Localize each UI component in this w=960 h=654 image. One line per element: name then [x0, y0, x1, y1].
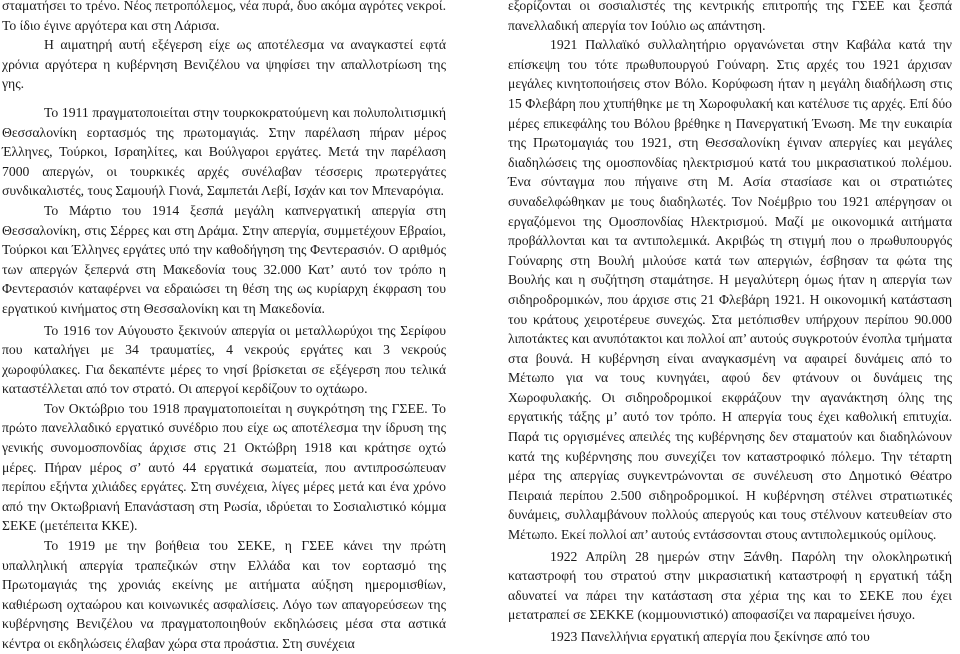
paragraph: Το 1911 πραγματοποιείται στην τουρκοκρατούμενη και πολυπολιτισμική Θεσσαλονίκη εορτασμός της πρωτομαγιάς. Στην παρέλαση πήραν μέρος Έλληνες, Τούρκοι, Ισραηλίτες, και Βούλγαροι εργάτες. Μετά την παρέλαση 7000 απεργών, οι τουρκικές αρχές συνέλαβαν τέσσερις πρωτεργάτες συνδικαλιστές, τους Σαμουήλ Γιονά, Σαμπετάι Λεβί, Ισχάν και τον Μπεναρόγια. — [2, 104, 446, 199]
paragraph: Το 1916 τον Αύγουστο ξεκινούν απεργία οι μεταλλωρύχοι της Σερίφου που καταλήγει με 34 τραυματίες, 4 νεκρούς εργάτες και 3 νεκρούς χωροφύλακες. Για δεκαπέντε μέρες το νησί βρίσκεται σε εξέγερση που τελικά καταστέλλεται από τον στρατό. Οι απεργοί κερδίζουν το οχτάωρο. — [2, 322, 446, 397]
right-text-column — [508, 0, 952, 647]
paragraph: εξορίζονται οι σοσιαλιστές της κεντρικής επιτροπής της ΓΣΕΕ και ξεσπά πανελλαδική απεργία τον Ιούλιο ως απάντηση. — [508, 0, 952, 33]
paragraph: 1921 Παλλαϊκό συλλαλητήριο οργανώνεται στην Καβάλα κατά την επίσκεψη του τότε πρωθυπουργού Γούναρη. Στις αρχές του 1921 άρχισαν μεγάλες κινητοποιήσεις στον Βόλο. Κορύφωση ήταν η μεγάλη διαδήλωση στις 15 Φλεβάρη που χτυπήθηκε με τη Χωροφυλακή και κατέλυσε τις αρχές. Επί δύο μέρες επικεφάλης του Βόλου βρέθηκε η Πανεργατική Ένωση. Με την ευκαιρία της Πρωτομαγιάς του 1921, στη Θεσσαλονίκη έγιναν απεργίες και μεγάλες διαδηλώσεις της ομοσπονδίας ηλεκτρισμού κατά του μικρασιατικού πολέμου. Ένα σύνταγμα που πήγαινε στη Μ. Ασία στασίασε και οι στρατιώτες συναδελφώθηκαν με τους διαδηλωτές. Τον Νοέμβριο του 1921 απέργησαν οι εργαζόμενοι της Ομοσπονδίας Ηλεκτρισμού. Μαζί με οικονομικά αιτήματα προβάλλονται και τα αντιπολεμικά. Ακριβώς τη στιγμή που ο πρωθυπουργός Γούναρης στη Βουλή μιλούσε κατά των απεργιών, έσβησαν τα φώτα της Βουλής και η συζήτηση σταμάτησε. Η μεγαλύτερη όμως ήταν η απεργία των σιδηροδρομικών, που άρχισε στις 21 Φλεβάρη 1921. Η οικονομική κατάσταση του κράτους χειροτέρευε συνεχώς. Στα μετόπισθεν υπήρχουν περίπου 90.000 λιποτάκτες και ανυπότακτοι και πολλοί απ’ αυτούς συγκροτούν ένοπλα τμήματα στα βουνά. Η κυβέρνηση είναι αναγκασμένη να αφαιρεί δυνάμεις από το Μέτωπο για να τους κυνηγάει, αφού δεν φτάνουν οι δυνάμεις της Χωροφυλακής. Οι σιδηροδρομικοί εκφράζουν την αγανάκτηση όλης της εργατικής τάξης μ’ αυτό τον τρόπο. Η απεργία τους έχει καθολική επιτυχία. Παρά τις οργισμένες απειλές της κυβέρνησης δεν σταματούν και διαδηλώνουν κατά της κυβέρνησης που συνεχίζει τον καταστροφικό πόλεμο. Την τέταρτη μέρα της απεργίας συγκεντρώνονται σε συνέλευση στο Δημοτικό Θέατρο Πειραιά περίπου 2.500 σιδηροδρομικοί. Η κυβέρνηση στέλνει στρατιωτικές δυνάμεις, συλλαμβάνουν πολλούς απεργούς και τους στέλνουν κατευθείαν στο Μέτωπο. Εκεί πολλοί απ’ αυτούς εντάσσονται στους αντιπολεμικούς ομίλους. — [508, 37, 952, 543]
paragraph: σταματήσει το τρένο. Νέος πετροπόλεμος, νέα πυρά, δυο ακόμα αγρότες νεκροί. Το ίδιο έγινε αργότερα και στη Λάρισα. — [2, 0, 446, 33]
paragraph: Τον Οκτώβριο του 1918 πραγματοποιείται η συγκρότηση της ΓΣΕΕ. Το πρώτο πανελλαδικό εργατικό συνέδριο που είχε ως αποτέλεσμα την ίδρυση της γενικής συνομοσπονδίας άρχισε στις 21 Οκτώβρη 1918 και κράτησε οχτώ μέρες. Πήραν μέρος σ’ αυτό 44 εργατικά σωματεία, που αντιπροσώπευαν περίπου εξήντα χιλιάδες εργάτες. Στη συνέχεια, λίγες μέρες μετά και ένα χρόνο από την Οκτωβριανή Επανάσταση στη Ρωσία, ιδρύεται το Σοσιαλιστικό κόμμα ΣΕΚΕ (μετέπειτα ΚΚΕ). — [2, 400, 446, 534]
paragraph: Η αιματηρή αυτή εξέγερση είχε ως αποτέλεσμα να αναγκαστεί εφτά χρόνια αργότερα η κυβέρνηση Βενιζέλου να ψηφίσει την απαλλοτρίωση της γης. — [2, 37, 446, 92]
paragraph: Το 1919 με την βοήθεια του ΣΕΚΕ, η ΓΣΕΕ κάνει την πρώτη υπαλληλική απεργία τραπεζικών στην Ελλάδα και τον εορτασμό της Πρωτομαγιάς της χρονιάς εκείνης με αιτήματα αύξηση ημερομισθίων, καθιέρωση οχταώρου και κοινωνικές ασφαλίσεις. Λόγο των απαγορεύσεων της κυβέρνησης Βενιζέλου να πραγματοποιηθούν εκδηλώσεις μέσα στα αστικά κέντρα οι εκδηλώσεις έλαβαν χώρα στα προάστια. Στη συνέχεια — [2, 538, 446, 651]
left-text-column — [2, 0, 446, 654]
paragraph: 1923 Πανελλήνια εργατική απεργία που ξεκίνησε από του — [550, 629, 870, 644]
paragraph: Το Μάρτιο του 1914 ξεσπά μεγάλη καπνεργατική απεργία στη Θεσσαλονίκη, στις Σέρρες και στη Δράμα. Στην απεργία, συμμετέχουν Εβραίοι, Τούρκοι και Έλληνες εργάτες υπό την καθοδήγηση της Φεντερασιόν. Ο αριθμός των απεργών ξεπερνά στη Μακεδονία τους 32.000 Κατ’ αυτό τον τρόπο η Φεντερασιόν καταφέρνει να εδραιώσει τη θέση της ως κυρίαρχη έκφραση του εργατικού κινήματος στη Θεσσαλονίκη και τη Μακεδονία. — [2, 202, 446, 316]
paragraph: 1922 Απρίλη 28 ημερών στην Ξάνθη. Παρόλη την ολοκληρωτική καταστροφή του στρατού στην μικρασιατική καταστροφή η εργατική τάξη αδυνατεί να πάρει την κατάσταση στα χέρια της και το ΣΕΚΕ που έχει μετατραπεί σε ΣΕΚΚΕ (κομμουνιστικό) αποφασίζει να παραμείνει ήσυχο. — [508, 548, 952, 623]
